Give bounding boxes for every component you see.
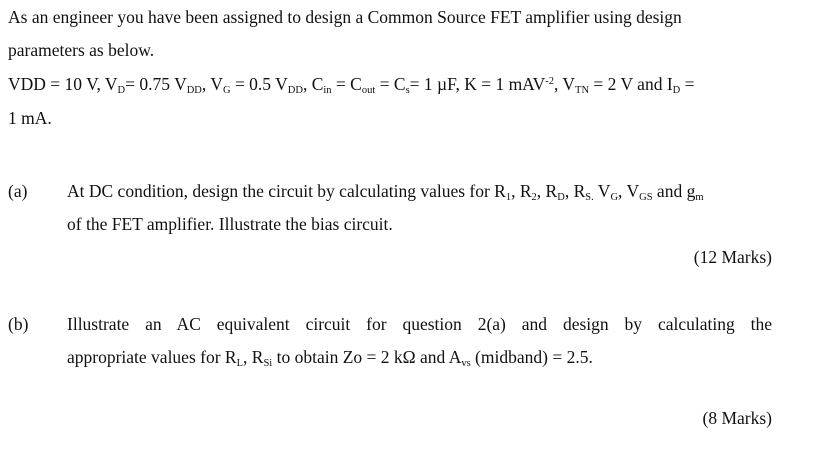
qb-text: , R [243,347,264,367]
param-sub: D [672,85,681,96]
qa-text: , R [564,181,586,201]
qa-text: , R [536,181,558,201]
qb-text: to obtain Zo = 2 kΩ and A [272,347,462,367]
param-text: , V [553,74,576,94]
param-text: = 1 µF, K = 1 mAV [409,74,546,94]
param-sub: TN [575,85,590,96]
qb-sub: L [236,358,244,369]
qb-sub: Si [263,358,273,369]
qa-sub: G [610,192,619,203]
question-b-line-1 [67,313,772,335]
intro-line-1: As an engineer you have been assigned to design a Common Source FET amplifier using design [8,7,682,27]
qa-text: At DC condition, design the circuit by calculating values for R [67,181,506,201]
question-a-line-1 [67,180,704,202]
qa-sub: 1 [505,192,512,203]
param-sub: G [222,85,231,96]
question-a-label: (a) [8,181,28,201]
param-text: = 0.75 V [125,74,187,94]
qb-text: appropriate values for R [67,347,237,367]
question-b-marks: (8 Marks) [702,408,772,428]
param-sub: DD [287,85,303,96]
param-text: = C [331,74,362,94]
qa-sub: 2 [531,192,537,203]
param-text: VDD = 10 V, V [8,74,118,94]
qa-sub: m [695,192,704,203]
qa-text: , R [511,181,532,201]
qa-sub: S. [585,192,594,203]
qb-text: (midband) = 2.5. [470,347,593,367]
question-b-line-2 [67,346,593,368]
question-b-label: (b) [8,314,29,334]
param-sub: s [405,85,410,96]
qa-text: , V [618,181,640,201]
qa-sub: D [557,192,565,203]
qa-sub: GS [639,192,653,203]
qb-sub: vs [461,358,471,369]
param-sub: out [361,85,376,96]
qb-justified-text: Illustrate an AC equivalent circuit for question 2(a) and design by calculating the [67,314,772,334]
param-text: = 2 V and I [589,74,673,94]
intro-line-4: 1 mA. [8,108,52,128]
question-a-marks: (12 Marks) [693,247,772,267]
qa-text: and g [652,181,696,201]
param-sub: in [323,85,332,96]
design-parameters [8,73,695,95]
param-text: , C [302,74,324,94]
intro-line-2: parameters as below. [8,40,155,60]
param-text: , V [201,74,223,94]
param-sup: -2 [545,76,554,87]
question-a-line-2: of the FET amplifier. Illustrate the bias circuit. [67,214,393,234]
qa-text: V [593,181,611,201]
param-text: = [680,74,695,94]
param-text: = C [375,74,406,94]
param-text: = 0.5 V [230,74,288,94]
param-sub: D [117,85,126,96]
param-sub: DD [186,85,202,96]
